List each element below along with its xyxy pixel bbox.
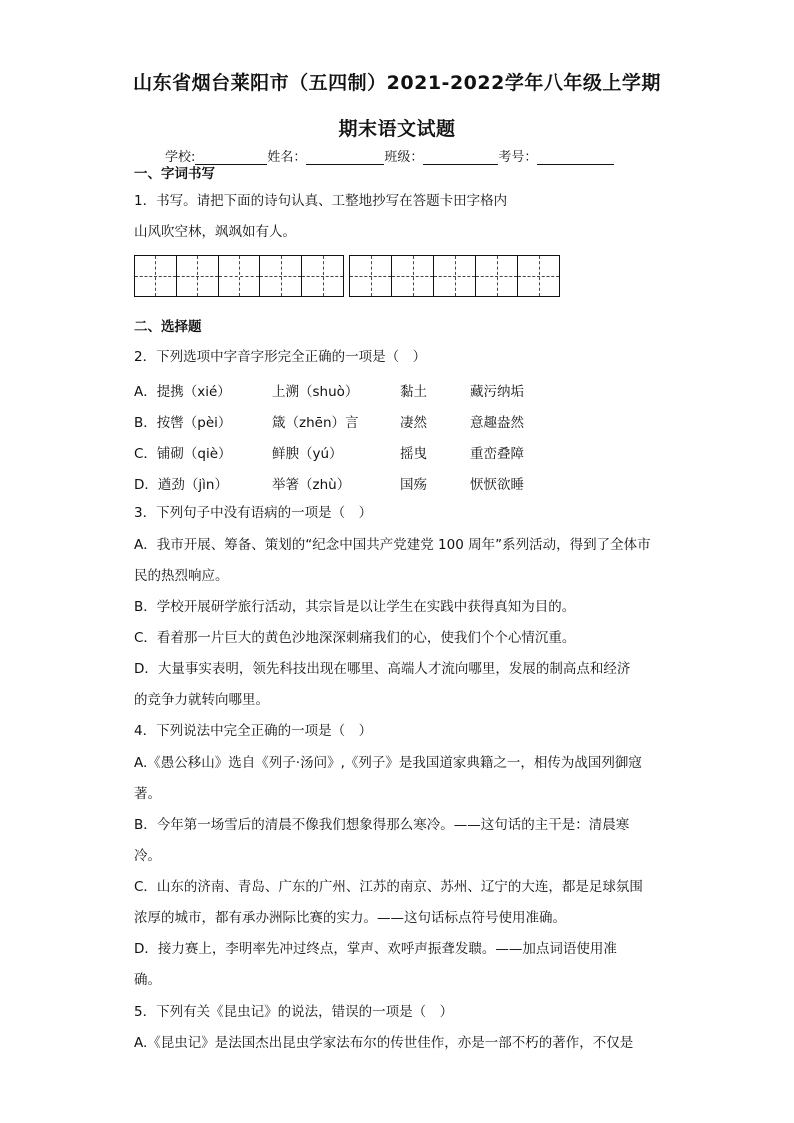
exam-no-blank[interactable] [537,150,614,165]
grid-cell[interactable] [476,256,518,296]
option-cell: 意趣盎然 [470,415,524,431]
q3-line: D．大量事实表明，领先科技出现在哪里、高端人才流向哪里，发展的制高点和经济 [134,661,631,677]
option-cell: 重峦叠障 [470,446,524,462]
option-cell: 黏土 [400,384,427,400]
option-cell: 恹恹欲睡 [470,477,524,493]
option-cell: D．遒劲（jìn） [134,477,228,493]
option-cell: C．铺砌（qiè） [134,446,232,462]
option-cell: B．按辔（pèi） [134,415,232,431]
q1-poem: 山风吹空林，飒飒如有人。 [134,224,296,240]
section1-heading: 一、字词书写 [134,166,215,182]
school-blank[interactable] [195,150,267,165]
q4-stem: 4．下列说法中完全正确的一项是（ ） [134,723,373,739]
q4-line: 著。 [134,786,161,802]
grid-cell[interactable] [219,256,261,296]
option-cell: 国殇 [400,477,427,493]
grid-cell[interactable] [177,256,219,296]
name-label: 姓名： [267,150,307,165]
q3-line: B．学校开展研学旅行活动，其宗旨是以让学生在实践中获得真知为目的。 [134,599,576,615]
grid-cell[interactable] [434,256,476,296]
option-cell: A．提携（xié） [134,384,231,400]
option-cell: 上溯（shuò） [272,384,359,400]
option-cell: 鲜腴（yú） [272,446,343,462]
q3-line: C．看着那一片巨大的黄色沙地深深刺痛我们的心，使我们个个心情沉重。 [134,630,576,646]
tianzige-grid-right[interactable] [349,255,560,297]
q4-line: D．接力赛上，李明率先冲过终点，掌声、欢呼声振聋发聩。——加点词语使用准 [134,941,617,957]
q4-line: 冷。 [134,848,161,864]
q4-line: 确。 [134,972,161,988]
q2-stem: 2．下列选项中字音字形完全正确的一项是（ ） [134,349,427,365]
student-info-row [165,146,614,165]
option-cell: 摇曳 [400,446,427,462]
name-blank[interactable] [306,150,384,165]
q3-line: 民的热烈响应。 [134,568,229,584]
q1-stem: 1．书写。请把下面的诗句认真、工整地抄写在答题卡田字格内 [134,193,508,209]
exam-title-line2: 期末语文试题 [338,118,456,140]
exam-title-line1: 山东省烟台莱阳市（五四制）2021-2022学年八年级上学期 [133,72,661,94]
q5-stem: 5．下列有关《昆虫记》的说法，错误的一项是（ ） [134,1004,454,1020]
class-blank[interactable] [423,150,498,165]
grid-cell[interactable] [350,256,392,296]
grid-cell[interactable] [302,256,343,296]
grid-cell[interactable] [518,256,559,296]
exam-no-label: 考号： [498,150,538,165]
q4-line: C．山东的济南、青岛、广东的广州、江苏的南京、苏州、辽宁的大连，都是足球氛围 [134,879,643,895]
q4-line: 浓厚的城市，都有承办洲际比赛的实力。——这句话标点符号使用准确。 [134,910,566,926]
school-label: 学校: [165,150,196,165]
q5-line: A.《昆虫记》是法国杰出昆虫学家法布尔的传世佳作，亦是一部不朽的著作，不仅是 [134,1035,634,1051]
q3-line: A．我市开展、筹备、策划的“纪念中国共产党建党 100 周年”系列活动，得到了全体市 [134,537,651,553]
grid-cell[interactable] [135,256,177,296]
option-cell: 举箸（zhù） [272,477,351,493]
q3-line: 的竞争力就转向哪里。 [134,692,269,708]
section2-heading: 二、选择题 [134,319,202,335]
option-cell: 凄然 [400,415,427,431]
q4-line: A.《愚公移山》选自《列子·汤问》,《列子》是我国道家典籍之一，相传为战国列御寇 [134,755,642,771]
class-label: 班级： [384,150,424,165]
q4-line: B．今年第一场雪后的清晨不像我们想象得那么寒冷。——这句话的主干是：清晨寒 [134,817,630,833]
grid-cell[interactable] [260,256,302,296]
grid-cell[interactable] [392,256,434,296]
option-cell: 藏污纳垢 [470,384,524,400]
tianzige-grid-left[interactable] [134,255,344,297]
q3-stem: 3．下列句子中没有语病的一项是（ ） [134,505,373,521]
option-cell: 箴（zhēn）言 [272,415,359,431]
